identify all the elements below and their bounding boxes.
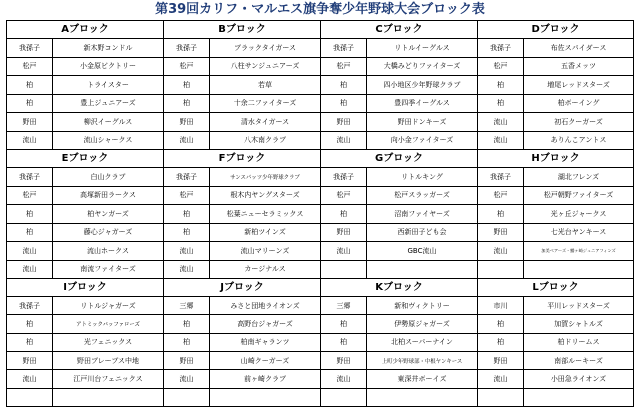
block-header: Eブロック (7, 150, 163, 168)
table-row (7, 352, 163, 370)
city-cell: 流山 (7, 242, 53, 260)
team-cell: 向小金ファイターズ (390, 136, 454, 145)
table-row (478, 187, 633, 206)
city-cell: 流山 (321, 242, 367, 260)
table-row (7, 389, 163, 406)
team-cell: 松葉ニューセラミックス (226, 209, 304, 218)
block-header: Bブロック (164, 21, 320, 39)
team-cell: 松戸スラッガーズ (394, 191, 450, 200)
table-row (321, 352, 477, 370)
block-c (320, 20, 477, 149)
block-l (477, 278, 634, 407)
table-row (321, 224, 477, 243)
table-row (321, 297, 477, 315)
team-cell: リトルキング (401, 172, 443, 181)
table-row (7, 132, 163, 150)
team-cell: 初石クーガーズ (554, 117, 603, 126)
city-cell: 流山 (321, 132, 367, 150)
table-row (478, 132, 633, 150)
city-cell: 松戸 (478, 58, 524, 76)
table-row (321, 187, 477, 206)
city-cell: 松戸 (7, 187, 53, 205)
city-cell: 松戸 (478, 187, 524, 205)
team-cell: 沼南ファイヤーズ (394, 209, 450, 218)
team-cell (367, 261, 477, 279)
table-row (7, 224, 163, 243)
block-i (6, 278, 163, 407)
team-cell: ありんこアントス (550, 136, 607, 145)
city-cell: 柏 (321, 315, 367, 332)
city-cell: 松戸 (321, 187, 367, 205)
city-cell: 市川 (478, 297, 524, 314)
city-cell: 流山 (478, 370, 524, 387)
table-row (164, 39, 320, 58)
team-cell: 北柏スーパーナイン (391, 338, 453, 347)
table-row (321, 95, 477, 114)
table-row (478, 76, 633, 95)
table-row (7, 58, 163, 77)
team-cell: サンスパッツ少年野球クラブ (230, 174, 300, 181)
table-row (164, 205, 320, 224)
city-cell: 柏 (164, 205, 210, 223)
block-header: Lブロック (478, 279, 633, 297)
city-cell (478, 389, 524, 406)
city-cell: 柏 (478, 76, 524, 94)
table-row (164, 242, 320, 261)
table-row (7, 334, 163, 352)
city-cell: 松戸 (321, 58, 367, 76)
team-cell: 大橋みどりファイターズ (383, 62, 461, 71)
team-cell: 豊四季イーグルス (394, 99, 450, 108)
block-d (477, 20, 634, 149)
table-row (321, 58, 477, 77)
team-cell: 柏ボーイング (557, 99, 600, 108)
city-cell: 柏 (164, 76, 210, 94)
team-cell: トライスター (87, 80, 129, 89)
table-row (321, 168, 477, 187)
team-cell: 豊上ジュニアーズ (80, 99, 136, 108)
table-row (7, 261, 163, 279)
city-cell: 流山 (164, 242, 210, 260)
table-row (164, 315, 320, 333)
team-cell: 柏ドリームス (557, 338, 600, 347)
city-cell: 柏 (478, 315, 524, 332)
table-row (478, 334, 633, 352)
table-row (7, 297, 163, 315)
city-cell: 柏 (7, 315, 53, 332)
team-cell: 南流ファイターズ (80, 265, 136, 274)
city-cell: 我孫子 (7, 39, 53, 57)
table-row (478, 168, 633, 187)
team-cell: 増尾レッドスターズ (547, 80, 610, 89)
city-cell: 我孫子 (164, 168, 210, 186)
table-row (321, 132, 477, 150)
city-cell: 流山 (321, 370, 367, 387)
team-cell (210, 389, 320, 406)
table-row (321, 370, 477, 388)
table-row (478, 242, 633, 261)
city-cell: 柏 (7, 205, 53, 223)
city-cell (321, 261, 367, 279)
table-row (7, 315, 163, 333)
table-row (478, 315, 633, 333)
team-cell: リトルジャガーズ (80, 301, 136, 310)
team-cell: 野田ドンキーズ (397, 117, 447, 126)
city-cell: 柏 (7, 334, 53, 351)
city-cell: 柏 (164, 95, 210, 113)
team-cell: 新木野コンドル (83, 43, 133, 52)
table-row (164, 389, 320, 406)
city-cell: 柏 (321, 334, 367, 351)
city-cell: 我孫子 (478, 168, 524, 186)
city-cell: 松戸 (164, 187, 210, 205)
table-row (478, 224, 633, 243)
table-row (164, 297, 320, 315)
team-cell (367, 389, 477, 406)
table-row (164, 334, 320, 352)
city-cell: 野田 (321, 113, 367, 131)
table-row (321, 315, 477, 333)
city-cell: 我孫子 (478, 39, 524, 57)
team-cell: カージナルス (244, 265, 286, 274)
block-k (320, 278, 477, 407)
city-cell (321, 389, 367, 406)
block-header: Kブロック (321, 279, 477, 297)
table-row (164, 187, 320, 206)
table-row (7, 39, 163, 58)
team-cell: 四小地区少年野球クラブ (383, 80, 461, 89)
team-cell: リトルイーグルス (394, 43, 450, 52)
table-row (478, 261, 633, 279)
team-cell: みさと団地ライオンズ (230, 301, 300, 310)
table-row (321, 205, 477, 224)
block-h (477, 149, 634, 278)
table-row (478, 370, 633, 388)
city-cell (164, 389, 210, 406)
table-row (164, 58, 320, 77)
team-cell: 東深井ボーイズ (397, 374, 447, 383)
block-header: Jブロック (164, 279, 320, 297)
team-cell: 光フェニックス (83, 338, 133, 347)
block-g (320, 149, 477, 278)
table-row (7, 187, 163, 206)
city-cell: 柏 (164, 334, 210, 351)
team-cell: 十余二ファイターズ (233, 99, 297, 108)
city-cell: 野田 (478, 352, 524, 369)
city-cell: 流山 (7, 370, 53, 387)
table-row (164, 352, 320, 370)
team-cell: 南部ルーキーズ (554, 356, 603, 365)
table-row (321, 261, 477, 279)
city-cell: 我孫子 (164, 39, 210, 57)
block-header: Hブロック (478, 150, 633, 168)
team-cell: 流山シャークス (83, 136, 133, 145)
block-b (163, 20, 320, 149)
city-cell: 三郷 (321, 297, 367, 314)
table-row (478, 389, 633, 406)
city-cell: 柏 (321, 76, 367, 94)
block-j (163, 278, 320, 407)
table-row (478, 58, 633, 77)
team-cell: 小田急ライオンズ (550, 374, 607, 383)
city-cell (7, 389, 53, 406)
team-cell: 流山マリーンズ (240, 246, 290, 255)
team-cell: ブラックタイガース (233, 43, 297, 52)
table-row (7, 95, 163, 114)
team-cell: 高塚新田ラークス (80, 191, 136, 200)
city-cell: 我孫子 (321, 168, 367, 186)
table-row (321, 76, 477, 95)
team-cell: 若草 (258, 80, 272, 89)
table-row (7, 370, 163, 388)
city-cell (478, 261, 524, 279)
city-cell: 我孫子 (7, 297, 53, 314)
block-header: Gブロック (321, 150, 477, 168)
team-cell: 上町少年野球部・中根ヤンキース (381, 358, 463, 365)
team-cell: 加美ベアーズ・鰭ヶ崎ジュニアフィンズ (541, 247, 616, 253)
team-cell: 新和ヴィクトリー (394, 301, 450, 310)
team-cell: 加賀シャトルズ (554, 319, 603, 328)
city-cell: 柏 (478, 334, 524, 351)
city-cell: 柏 (7, 95, 53, 113)
city-cell: 柏 (7, 224, 53, 242)
block-e (6, 149, 163, 278)
table-row (478, 113, 633, 132)
team-cell: 柏南ギャランツ (240, 338, 290, 347)
table-row (7, 205, 163, 224)
team-cell: 小金原ビクトリー (80, 62, 136, 71)
city-cell: 流山 (7, 261, 53, 279)
city-cell: 流山 (164, 132, 210, 150)
page-title: 第39回カリフ・マルエス旗争奪少年野球大会ブロック表 (155, 2, 485, 17)
team-cell: 七光台ヤンキース (550, 228, 607, 237)
city-cell: 流山 (478, 242, 524, 260)
team-cell: 伊勢原ジャガーズ (394, 319, 450, 328)
team-cell: 清水タイガース (240, 117, 290, 126)
city-cell: 野田 (321, 224, 367, 242)
team-cell: 高野台ジャガーズ (237, 319, 293, 328)
team-cell: 松戸朝野ファイターズ (543, 191, 614, 200)
table-row (164, 113, 320, 132)
block-table (6, 20, 634, 407)
city-cell: 柏 (478, 95, 524, 113)
team-cell: 流山ホークス (87, 246, 129, 255)
table-row (478, 39, 633, 58)
city-cell: 野田 (164, 113, 210, 131)
city-cell: 柏 (321, 95, 367, 113)
city-cell: 松戸 (7, 58, 53, 76)
team-cell: 前ヶ崎クラブ (244, 374, 286, 383)
table-row (164, 95, 320, 114)
team-cell: 山崎クーガーズ (240, 356, 290, 365)
team-cell: 柳沢イーグルス (83, 117, 133, 126)
team-cell: アトミックバッファローズ (76, 321, 140, 328)
table-row (478, 95, 633, 114)
table-row (321, 39, 477, 58)
table-row (164, 261, 320, 279)
city-cell: 野田 (164, 352, 210, 369)
city-cell: 柏 (478, 205, 524, 223)
city-cell: 流山 (164, 370, 210, 387)
team-cell: 五香メッツ (561, 62, 596, 71)
city-cell: 野田 (321, 352, 367, 369)
team-cell: 野田ブレーブス中地 (76, 356, 140, 365)
table-row (7, 113, 163, 132)
table-row (478, 352, 633, 370)
block-header: Aブロック (7, 21, 163, 39)
team-cell (53, 389, 163, 406)
city-cell: 流山 (478, 132, 524, 150)
city-cell: 野田 (478, 224, 524, 242)
team-cell: 西新田子ども会 (397, 228, 447, 237)
city-cell: 柏 (321, 205, 367, 223)
table-row (164, 76, 320, 95)
team-cell (524, 389, 633, 406)
table-row (164, 370, 320, 388)
table-row (321, 242, 477, 261)
city-cell: 三郷 (164, 297, 210, 314)
team-cell: 柏ヤンガーズ (87, 209, 129, 218)
city-cell: 野田 (7, 113, 53, 131)
team-cell: 湖北フレンズ (557, 172, 600, 181)
city-cell: 野田 (7, 352, 53, 369)
block-header: Fブロック (164, 150, 320, 168)
team-cell: 江戸川台フェニックス (73, 374, 143, 383)
team-cell (524, 261, 633, 279)
city-cell: 我孫子 (321, 39, 367, 57)
team-cell: 根木内ヤングスターズ (230, 191, 300, 200)
team-cell: 光ヶ丘ジャークス (550, 209, 607, 218)
table-row (478, 205, 633, 224)
team-cell: 新柏ツインズ (244, 228, 286, 237)
team-cell: 布佐スパイダース (550, 43, 607, 52)
block-header: Iブロック (7, 279, 163, 297)
team-cell: 藤心ジャガーズ (83, 228, 133, 237)
city-cell: 柏 (7, 76, 53, 94)
table-row (7, 76, 163, 95)
city-cell: 柏 (164, 224, 210, 242)
table-row (164, 224, 320, 243)
city-cell: 流山 (164, 261, 210, 279)
table-row (321, 389, 477, 406)
table-row (321, 113, 477, 132)
team-cell: 白山クラブ (90, 172, 126, 181)
city-cell: 我孫子 (7, 168, 53, 186)
table-row (7, 168, 163, 187)
team-cell: 八木南クラブ (244, 136, 286, 145)
city-cell: 流山 (7, 132, 53, 150)
team-cell: 平川レッドスターズ (547, 301, 610, 310)
city-cell: 流山 (478, 113, 524, 131)
city-cell: 松戸 (164, 58, 210, 76)
block-header: Cブロック (321, 21, 477, 39)
table-row (7, 242, 163, 261)
block-header: Dブロック (478, 21, 633, 39)
table-row (478, 297, 633, 315)
table-row (164, 168, 320, 187)
team-cell: GBC流山 (407, 246, 437, 255)
table-row (321, 334, 477, 352)
city-cell: 柏 (164, 315, 210, 332)
block-a (6, 20, 163, 149)
block-f (163, 149, 320, 278)
table-row (164, 132, 320, 150)
team-cell: 八柱サンジュニアーズ (230, 62, 300, 71)
